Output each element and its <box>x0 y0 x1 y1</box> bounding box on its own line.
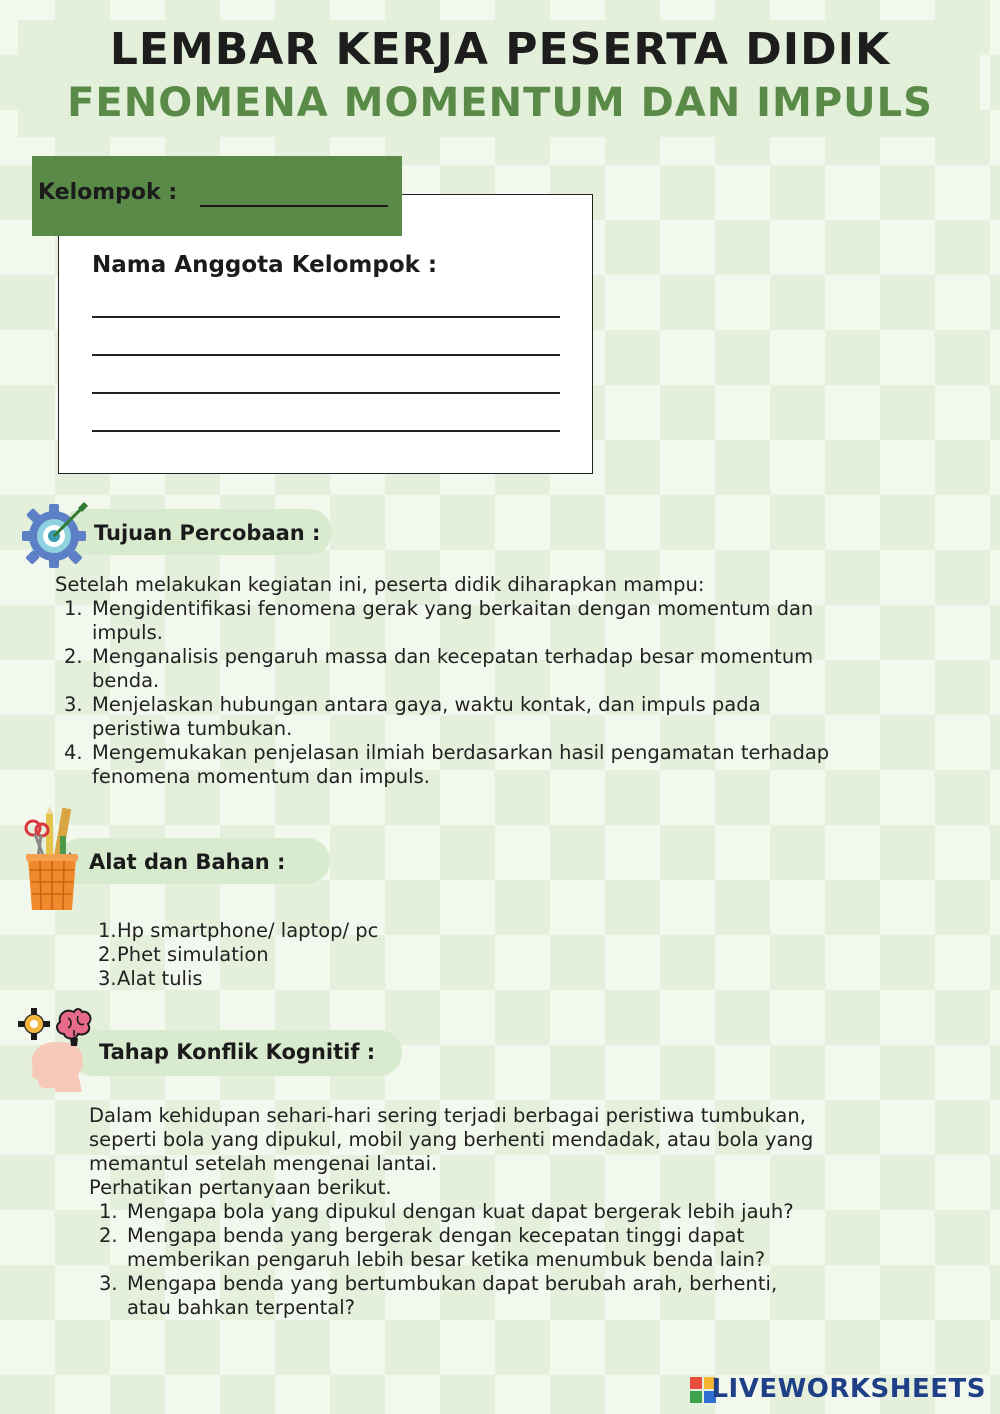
tools-title: Alat dan Bahan : <box>89 850 286 874</box>
list-item: 3. Mengapa benda yang bertumbukan dapat berubah arah, berhenti, atau bahkan terpental? <box>99 1272 778 1319</box>
page-title: LEMBAR KERJA PESERTA DIDIK <box>109 24 891 75</box>
group-name-field[interactable] <box>200 205 388 207</box>
member-field-1[interactable] <box>92 316 560 318</box>
conflict-title: Tahap Konflik Kognitif : <box>99 1040 376 1064</box>
list-item: 3. Menjelaskan hubungan antara gaya, waktu kontak, dan impuls pada peristiwa tumbukan. <box>64 693 761 740</box>
list-item: 2. Phet simulation <box>98 943 269 966</box>
list-item: 1. Hp smartphone/ laptop/ pc <box>98 919 379 942</box>
members-box <box>58 194 593 474</box>
objectives-intro: Setelah melakukan kegiatan ini, peserta didik diharapkan mampu: <box>55 573 705 596</box>
member-field-3[interactable] <box>92 392 560 394</box>
list-item: 1. Mengidentifikasi fenomena gerak yang berkaitan dengan momentum dan impuls. <box>64 597 814 644</box>
conflict-paragraph: Dalam kehidupan sehari-hari sering terjadi berbagai peristiwa tumbukan, seperti bola yang dipukul, mobil yang berhenti mendadak, atau bola yang memantul setelah mengenai lantai. Perhatikan pertanyaan berikut. <box>89 1104 814 1199</box>
gear-target-icon <box>18 498 92 572</box>
conflict-questions <box>99 1200 959 1320</box>
list-item: 2. Mengapa benda yang bergerak dengan kecepatan tinggi dapat memberikan pengaruh lebih besar ketika menumbuk benda lain? <box>99 1224 766 1271</box>
objectives-list <box>64 597 964 789</box>
member-field-2[interactable] <box>92 354 560 356</box>
members-label: Nama Anggota Kelompok : <box>92 252 438 278</box>
member-field-4[interactable] <box>92 430 560 432</box>
list-item: 4. Mengemukakan penjelasan ilmiah berdasarkan hasil pengamatan terhadap fenomena momentum dan impuls. <box>64 741 830 788</box>
list-item: 2. Menganalisis pengaruh massa dan kecepatan terhadap besar momentum benda. <box>64 645 814 692</box>
tools-list <box>98 919 598 991</box>
page-subtitle: FENOMENA MOMENTUM DAN IMPULS <box>67 80 933 126</box>
brain-gear-icon <box>16 1004 102 1092</box>
objectives-title: Tujuan Percobaan : <box>94 521 321 545</box>
pencil-cup-icon <box>22 806 82 914</box>
group-label: Kelompok : <box>38 180 178 205</box>
brand-wordmark: LIVEWORKSHEETS <box>711 1374 986 1404</box>
list-item: 3. Alat tulis <box>98 967 203 990</box>
list-item: 1. Mengapa bola yang dipukul dengan kuat dapat bergerak lebih jauh? <box>99 1200 794 1223</box>
conflict-prompt: Perhatikan pertanyaan berikut. <box>89 1176 392 1199</box>
